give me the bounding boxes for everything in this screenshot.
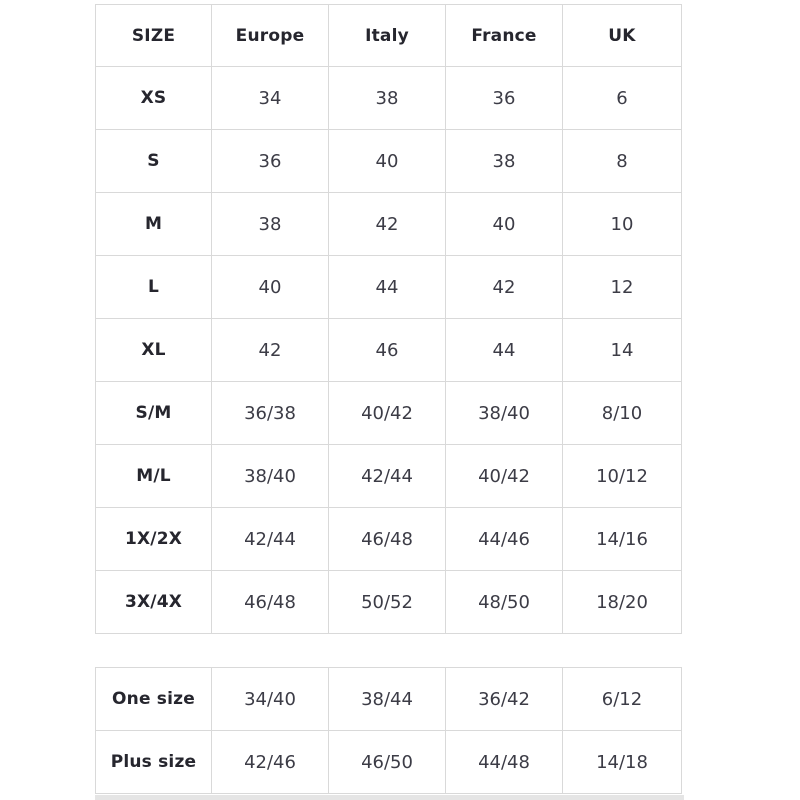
row-label: M (96, 193, 212, 256)
data-cell: 40 (329, 130, 446, 193)
data-cell: 8 (563, 130, 682, 193)
row-label: 1X/2X (96, 508, 212, 571)
data-cell: 40 (446, 193, 563, 256)
data-cell: 42 (329, 193, 446, 256)
data-cell: 38/40 (212, 445, 329, 508)
data-cell: 8/10 (563, 382, 682, 445)
data-cell: 44 (329, 256, 446, 319)
data-cell: 42/44 (329, 445, 446, 508)
data-cell: 42/46 (212, 731, 329, 794)
data-cell: 6/12 (563, 668, 682, 731)
table-row (96, 445, 682, 508)
data-cell: 14/16 (563, 508, 682, 571)
special-table-body (96, 668, 682, 794)
row-label: M/L (96, 445, 212, 508)
table-row (96, 256, 682, 319)
data-cell: 40 (212, 256, 329, 319)
data-cell: 44/46 (446, 508, 563, 571)
row-label: L (96, 256, 212, 319)
row-label: Plus size (96, 731, 212, 794)
data-cell: 38/40 (446, 382, 563, 445)
data-cell: 14 (563, 319, 682, 382)
header-row (96, 5, 682, 67)
row-label: One size (96, 668, 212, 731)
data-cell: 10 (563, 193, 682, 256)
data-cell: 42 (446, 256, 563, 319)
table-row (96, 668, 682, 731)
data-cell: 46 (329, 319, 446, 382)
table-row (96, 382, 682, 445)
data-cell: 38 (329, 67, 446, 130)
data-cell: 18/20 (563, 571, 682, 634)
table-header (96, 5, 682, 67)
data-cell: 36 (212, 130, 329, 193)
data-cell: 38/44 (329, 668, 446, 731)
data-cell: 12 (563, 256, 682, 319)
data-cell: 44/48 (446, 731, 563, 794)
data-cell: 6 (563, 67, 682, 130)
table-row (96, 319, 682, 382)
data-cell: 38 (446, 130, 563, 193)
header-cell-uk: UK (563, 5, 682, 67)
data-cell: 46/50 (329, 731, 446, 794)
data-cell: 40/42 (329, 382, 446, 445)
table-row (96, 508, 682, 571)
data-cell: 48/50 (446, 571, 563, 634)
table-row (96, 67, 682, 130)
data-cell: 40/42 (446, 445, 563, 508)
data-cell: 36/42 (446, 668, 563, 731)
data-cell: 36 (446, 67, 563, 130)
data-cell: 46/48 (212, 571, 329, 634)
special-sizes-table (95, 667, 682, 794)
data-cell: 34 (212, 67, 329, 130)
data-cell: 44 (446, 319, 563, 382)
data-cell: 14/18 (563, 731, 682, 794)
row-label: 3X/4X (96, 571, 212, 634)
header-cell-europe: Europe (212, 5, 329, 67)
size-conversion-table (95, 4, 682, 634)
data-cell: 38 (212, 193, 329, 256)
table-row (96, 731, 682, 794)
row-label: XL (96, 319, 212, 382)
row-label: S/M (96, 382, 212, 445)
data-cell: 42/44 (212, 508, 329, 571)
partial-element-bar (95, 795, 684, 800)
data-cell: 42 (212, 319, 329, 382)
data-cell: 34/40 (212, 668, 329, 731)
data-cell: 50/52 (329, 571, 446, 634)
table-row (96, 193, 682, 256)
table-row (96, 571, 682, 634)
data-cell: 10/12 (563, 445, 682, 508)
table-row (96, 130, 682, 193)
row-label: XS (96, 67, 212, 130)
data-cell: 46/48 (329, 508, 446, 571)
header-cell-italy: Italy (329, 5, 446, 67)
table-body (96, 67, 682, 634)
header-cell-size: SIZE (96, 5, 212, 67)
data-cell: 36/38 (212, 382, 329, 445)
header-cell-france: France (446, 5, 563, 67)
row-label: S (96, 130, 212, 193)
